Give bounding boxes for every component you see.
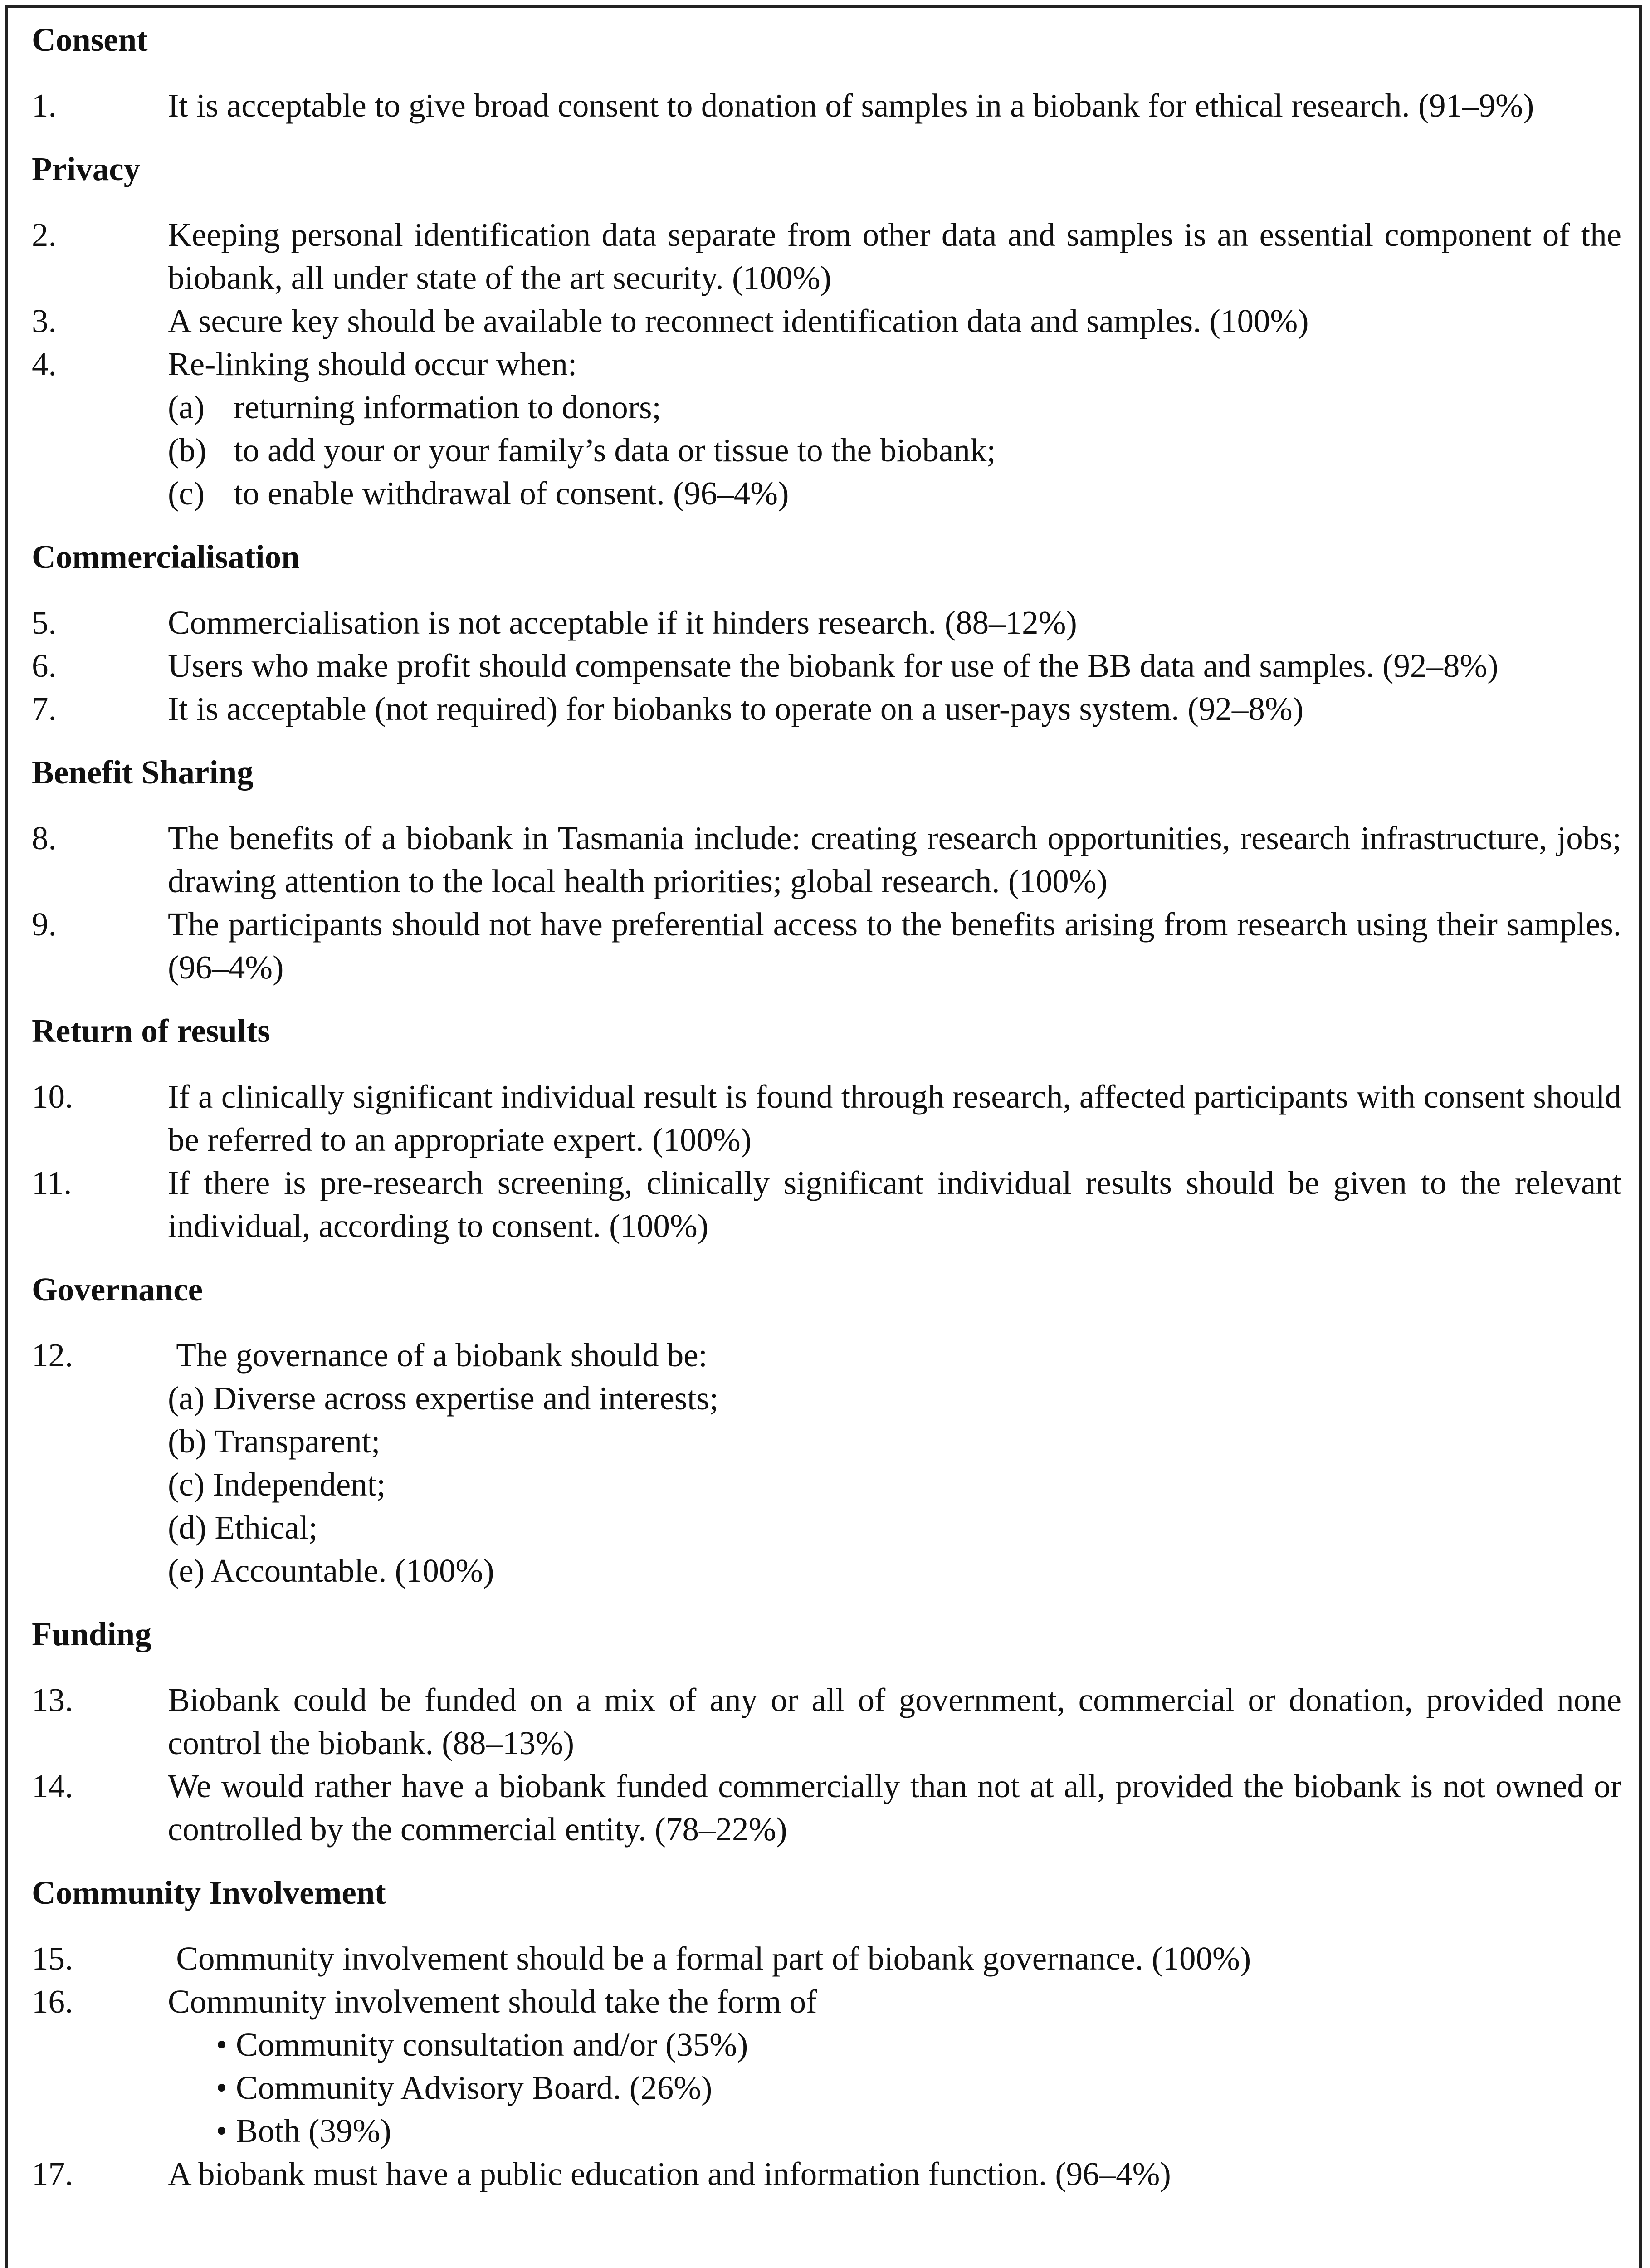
section-item-list xyxy=(32,816,1630,989)
bullet-text: Both (39%) xyxy=(236,2112,391,2149)
section-item-list xyxy=(32,1937,1621,2195)
list-item xyxy=(32,2152,1621,2195)
list-item xyxy=(32,1678,1630,1765)
item-text: The governance of a biobank should be: xyxy=(168,1337,708,1374)
sub-item: (a) Diverse across expertise and interests; xyxy=(168,1380,719,1417)
section-governance xyxy=(32,1268,1621,1592)
section-title: Return of results xyxy=(32,1012,270,1049)
sub-item: (e) Accountable. (100%) xyxy=(168,1552,494,1589)
section-title: Community Involvement xyxy=(32,1874,386,1911)
list-item xyxy=(32,1765,1630,1851)
bullet-list xyxy=(168,2023,1621,2152)
sub-item: (d) Ethical; xyxy=(168,1509,318,1546)
section-benefit-sharing xyxy=(32,751,1630,989)
item-number: 11. xyxy=(32,1164,72,1201)
item-text: The benefits of a biobank in Tasmania include: creating research opportunities, research infrastructure, jobs; drawing attention to the local health priorities; global research. (100%) xyxy=(168,820,1630,899)
list-item xyxy=(32,84,1621,127)
item-number: 6. xyxy=(32,647,57,684)
list-item xyxy=(32,1161,1630,1247)
item-number: 10. xyxy=(32,1078,73,1115)
item-number: 13. xyxy=(32,1681,73,1718)
sub-list xyxy=(168,386,1621,515)
section-privacy xyxy=(32,147,1630,515)
sub-item-text: to add your or your family’s data or tissue to the biobank; xyxy=(234,432,996,469)
sub-item xyxy=(168,386,1621,429)
section-funding xyxy=(32,1613,1630,1851)
section-item-list xyxy=(32,1678,1630,1851)
sub-item-text: to enable withdrawal of consent. (96–4%) xyxy=(234,475,789,512)
item-text: A biobank must have a public education and information function. (96–4%) xyxy=(168,2156,1171,2192)
item-text: It is acceptable (not required) for biobanks to operate on a user-pays system. (92–8%) xyxy=(168,690,1304,727)
bullet-icon xyxy=(218,2084,225,2092)
list-item xyxy=(32,1937,1621,1980)
item-text: Keeping personal identification data separate from other data and samples is an essential component of the biobank, all under state of the art security. (100%) xyxy=(168,216,1630,296)
section-title: Governance xyxy=(32,1271,203,1308)
sub-list xyxy=(168,1377,1621,1592)
item-text: Re-linking should occur when: xyxy=(168,346,577,382)
item-number: 14. xyxy=(32,1768,73,1804)
sub-item-label: (b) xyxy=(168,432,207,469)
item-number: 7. xyxy=(32,690,57,727)
item-number: 4. xyxy=(32,346,57,382)
item-text: If there is pre-research screening, clinically significant individual results should be given to the relevant individual, according to consent. (100%) xyxy=(168,1164,1630,1244)
list-item xyxy=(32,1980,1621,2152)
section-community-involvement xyxy=(32,1871,1621,2195)
sub-item-label: (a) xyxy=(168,389,205,425)
item-number: 8. xyxy=(32,820,57,856)
list-item xyxy=(32,213,1630,299)
item-number: 9. xyxy=(32,906,57,943)
sub-item: (c) Independent; xyxy=(168,1466,386,1503)
list-item xyxy=(32,644,1621,687)
item-number: 2. xyxy=(32,216,57,253)
item-number: 1. xyxy=(32,87,57,124)
item-text: We would rather have a biobank funded commercially than not at all, provided the biobank is not owned or controlled by the commercial entity. (78–22%) xyxy=(168,1768,1630,1848)
item-number: 16. xyxy=(32,1983,73,2020)
item-text: Community involvement should take the form of xyxy=(168,1983,817,2020)
section-title: Consent xyxy=(32,21,148,58)
item-text: A secure key should be available to reconnect identification data and samples. (100%) xyxy=(168,303,1309,339)
list-item xyxy=(32,601,1621,644)
item-number: 5. xyxy=(32,604,57,641)
sub-item: (b) Transparent; xyxy=(168,1423,381,1460)
bullet-item xyxy=(168,2023,1621,2066)
item-number: 17. xyxy=(32,2156,73,2192)
bullet-icon xyxy=(218,2041,225,2048)
sub-item xyxy=(168,472,1621,515)
item-number: 12. xyxy=(32,1337,73,1374)
section-commercialisation xyxy=(32,535,1621,730)
document-content xyxy=(32,18,1630,2216)
section-item-list xyxy=(32,601,1621,730)
section-item-list xyxy=(32,1075,1630,1247)
bullet-icon xyxy=(218,2127,225,2135)
item-text: The participants should not have preferential access to the benefits arising from research using their samples. (96–4%) xyxy=(168,906,1630,986)
bullet-item xyxy=(168,2109,1621,2152)
section-title: Benefit Sharing xyxy=(32,754,254,791)
item-text: Users who make profit should compensate the biobank for use of the BB data and samples. (92–8%) xyxy=(168,647,1499,684)
section-title: Commercialisation xyxy=(32,538,300,575)
bullet-text: Community Advisory Board. (26%) xyxy=(236,2069,713,2106)
section-item-list xyxy=(32,84,1621,127)
section-item-list xyxy=(32,213,1630,515)
section-return-of-results xyxy=(32,1009,1630,1247)
item-text: Commercialisation is not acceptable if it hinders research. (88–12%) xyxy=(168,604,1077,641)
list-item xyxy=(32,816,1630,903)
list-item xyxy=(32,299,1621,342)
list-item xyxy=(32,903,1630,989)
item-text: Community involvement should be a formal part of biobank governance. (100%) xyxy=(168,1940,1251,1977)
section-title: Funding xyxy=(32,1616,151,1652)
item-text: Biobank could be funded on a mix of any or all of government, commercial or donation, provided none control the biobank. (88–13%) xyxy=(168,1681,1630,1761)
bullet-item xyxy=(168,2066,1621,2109)
list-item xyxy=(32,1075,1630,1161)
section-item-list xyxy=(32,1334,1621,1592)
list-item xyxy=(32,342,1621,515)
section-consent xyxy=(32,18,1621,127)
sub-item-text: returning information to donors; xyxy=(234,389,661,425)
item-text: If a clinically significant individual result is found through research, affected participants with consent should be referred to an appropriate expert. (100%) xyxy=(168,1078,1630,1158)
sub-item xyxy=(168,429,1621,472)
item-number: 15. xyxy=(32,1940,73,1977)
sub-item-label: (c) xyxy=(168,475,205,512)
section-title: Privacy xyxy=(32,151,141,187)
list-item xyxy=(32,1334,1621,1592)
bullet-text: Community consultation and/or (35%) xyxy=(236,2026,748,2063)
list-item xyxy=(32,687,1621,730)
item-text: It is acceptable to give broad consent to donation of samples in a biobank for ethical research. (91–9%) xyxy=(168,87,1534,124)
item-number: 3. xyxy=(32,303,57,339)
